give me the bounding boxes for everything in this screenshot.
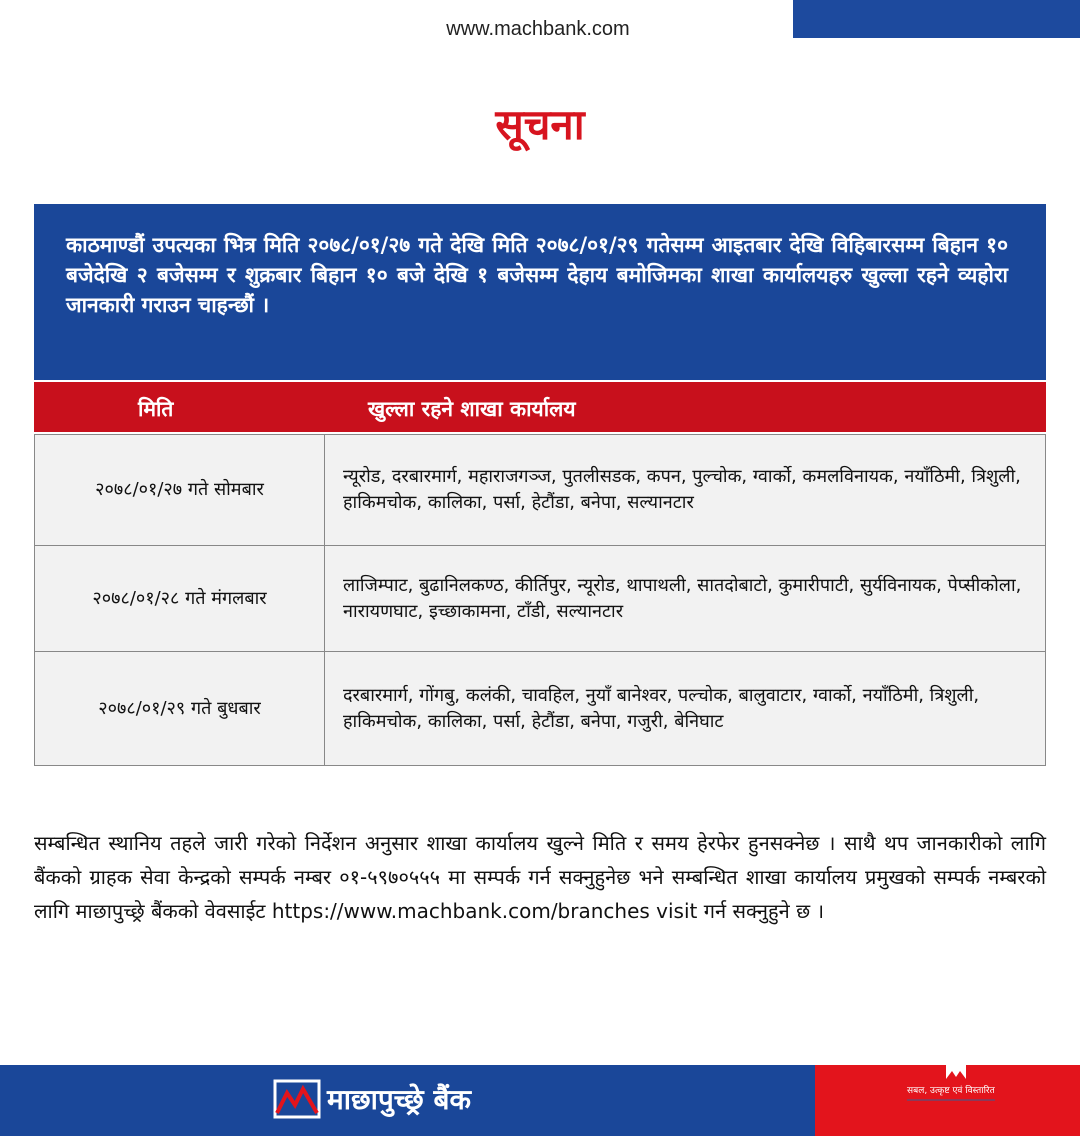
branch-table <box>34 434 1046 766</box>
notice-title: सूचना <box>495 100 585 149</box>
footer-banner <box>0 1065 1080 1136</box>
intro-box <box>34 204 1046 380</box>
mountain-logo-icon <box>273 1079 321 1119</box>
header-date: मिति <box>138 397 174 421</box>
table-row <box>35 435 1046 546</box>
footnote-paragraph: सम्बन्धित स्थानिय तहले जारी गरेको निर्देशन अनुसार शाखा कार्यालय खुल्ने मिति र समय हेरफेर हुनसक्नेछ । साथै थप जानकारीको लागि बैंकको ग्राहक सेवा केन्द्रको सम्पर्क नम्बर ०१-५९७०५५५ मा सम्पर्क गर्न सक्नुहुनेछ भने सम्बन्धित शाखा कार्यालय प्रमुखको सम्पर्क नम्बरको लागि माछापुच्छ्रे बैंकको वेवसाईट https://www.machbank.com/branches visit गर्न सक्नुहुने छ । <box>34 831 1046 923</box>
table-row <box>35 652 1046 766</box>
row-date: २०७८/०१/२७ गते सोमबार <box>35 435 325 546</box>
row-branches: दरबारमार्ग, गोंगबु, कलंकी, चावहिल, नुयाँ बानेश्वर, पल्चोक, बालुवाटार, ग्वार्को, नयाँठिमी, त्रिशुली, हाकिमचोक, कालिका, पर्सा, हेटौंडा, बनेपा, गजुरी, बेनिघाट <box>325 652 1046 766</box>
row-date: २०७८/०१/२९ गते बुधबार <box>35 652 325 766</box>
website-url: www.machbank.com <box>446 18 630 40</box>
row-date: २०७८/०१/२८ गते मंगलबार <box>35 546 325 652</box>
bank-name: माछापुच्छ्रे बैंक <box>327 1083 471 1116</box>
row-branches: लाजिम्पाट, बुढानिलकण्ठ, कीर्तिपुर, न्यूरोड, थापाथली, सातदोबाटो, कुमारीपाटी, सुर्यविनायक, पेप्सीकोला, नारायणघाट, इच्छाकामना, टाँडी, सल्यानटार <box>325 546 1046 652</box>
mountain-peak-icon <box>946 1065 966 1079</box>
intro-text: काठमाण्डौं उपत्यका भित्र मिति २०७८/०१/२७ गते देखि मिति २०७८/०१/२९ गतेसम्म आइतबार देखि विहिबारसम्म बिहान १० बजेदेखि २ बजेसम्म र शुक्रबार बिहान १० बजे देखि १ बजेसम्म देहाय बमोजिमका शाखा कार्यालयहरु खुल्ला रहने व्यहोरा जानकारी गराउन चाहन्छौं । <box>66 233 1008 317</box>
tagline: सबल, उत्कृष्ट एवं विस्तारित <box>907 1083 995 1101</box>
bank-logo <box>273 1079 471 1119</box>
footer-red-panel <box>815 1065 1080 1136</box>
table-row <box>35 546 1046 652</box>
row-branches: न्यूरोड, दरबारमार्ग, महाराजगञ्ज, पुतलीसडक, कपन, पुल्चोक, ग्वार्को, कमलविनायक, नयाँठिमी, त्रिशुली, हाकिमचोक, कालिका, पर्सा, हेटौंडा, बनेपा, सल्यानटार <box>325 435 1046 546</box>
header-branches: खुल्ला रहने शाखा कार्यालय <box>368 397 576 421</box>
table-header <box>34 382 1046 432</box>
